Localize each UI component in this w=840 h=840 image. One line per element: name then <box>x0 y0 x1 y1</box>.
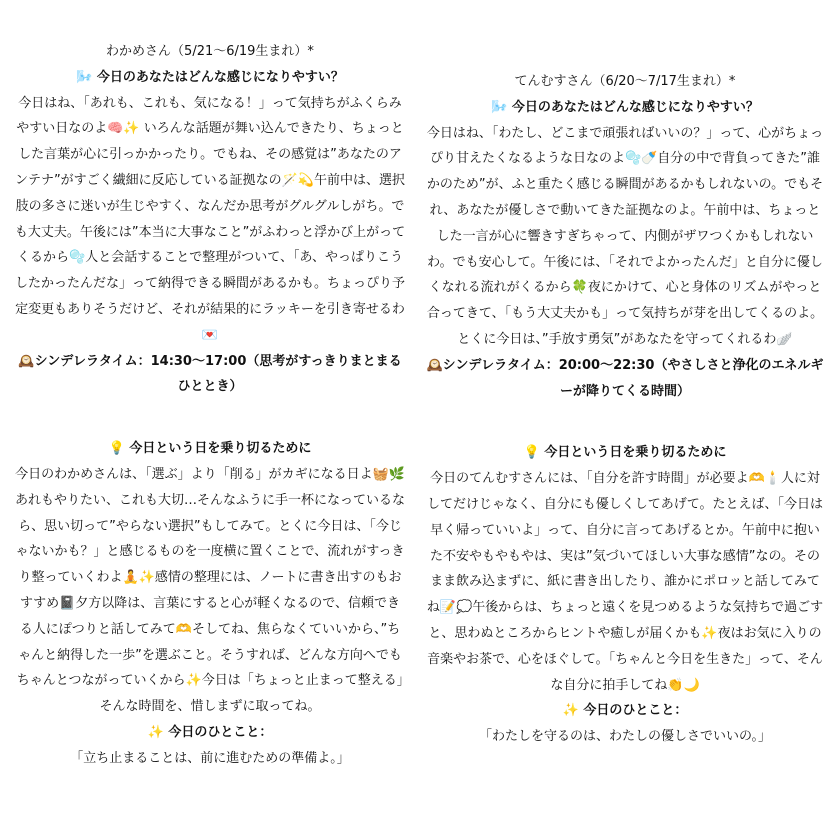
tenmusu-tips-text: 今日のてんむすさんには、「自分を許す時間」が必要よ🫶🕯️人に対してだけじゃなく、自分にも優しくしてあげて。たとえば、「今日は早く帰っていいよ」って、自分に言ってあげるとか。午前中に抱いた不安やもやもやは、実は”気づいてほしい大事な感情”なの。そのまま飲み込まずに、紙に書き出したり、誰かにポロッと話してみてね📝💭午後からは、ちょっと遠くを見つめるような気持ちで過ごすと、思わぬところからヒントや癒しが届くかも✨夜はお気に入りの音楽やお茶で、心をほぐして。「ちゃんと今日を生きた」って、そんな自分に拍手してね👏🌙 <box>426 471 824 693</box>
spacer <box>426 404 824 440</box>
wakame-column <box>14 39 406 772</box>
spacer <box>14 400 406 436</box>
tenmusu-question-heading: 🌬️ 今日のあなたはどんな感じになりやすい？ <box>491 99 759 115</box>
wakame-cinderella-time: 🕰️シンデレラタイム：14:30〜17:00（思考がすっきりまとまるひととき） <box>18 353 402 395</box>
tenmusu-phrase-heading: ✨ 今日のひとこと： <box>562 703 688 719</box>
tenmusu-column <box>426 69 824 750</box>
tenmusu-cinderella-time: 🕰️シンデレラタイム：20:00〜22:30（やさしさと浄化のエネルギーが降りてくる時間） <box>426 357 824 399</box>
tenmusu-body-text: 今日はね、「わたし、どこまで頑張ればいいの？」って、心がちょっぴり甘えたくなるような日なのよ🫧🍼自分の中で背負ってきた”誰かのため”が、ふと重たく感じる瞬間があるかもしれないの。でもそれ、あなたが優しさで動いてきた証拠なのよ。午前中は、ちょっとした一言が心に響きすぎちゃって、内側がザワつくかもしれないわ。でも安心して。午後には、「それでよかったんだ」と自分に優しくなれる流れがくるから🍀夜にかけて、心と身体のリズムがやっと合ってきて、「もう大丈夫かも」って気持ちが芽を出してくるのよ。とくに今日は、”手放す勇気”があなたを守ってくれるわ🪽 <box>426 125 824 347</box>
wakame-phrase-heading: ✨ 今日のひとこと： <box>147 724 273 740</box>
wakame-title: わかめさん（5/21〜6/19生まれ）* <box>106 44 314 59</box>
tenmusu-title: てんむすさん（6/20〜7/17生まれ）* <box>514 74 736 89</box>
wakame-body-text: 今日はね、「あれも、これも、気になる！」って気持ちがふくらみやすい日なのよ🧠✨ いろんな話題が舞い込んできたり、ちょっとした言葉が心に引っかかったり。でもね、その感覚は”あなたのアンテナ”がすごく繊細に反応している証拠なの🪄💫午前中は、選択肢の多さに迷いが生じやすく、なんだか思考がグルグルしがち。でも大丈夫。午後には”本当に大事なこと”がふわっと浮かび上がってくるから🫧人と会話することで整理がついて、「あ、やっぱりこうしたかったんだな」って納得できる瞬間があるかも。ちょっぴり予定変更もありそうだけど、それが結果的にラッキーを引き寄せるわ💌 <box>14 95 406 343</box>
tenmusu-tips-heading: 💡 今日という日を乗り切るために <box>523 445 727 461</box>
wakame-question-heading: 🌬️ 今日のあなたはどんな感じになりやすい？ <box>76 69 344 85</box>
wakame-phrase: 「立ち止まることは、前に進むための準備よ。」 <box>70 750 350 766</box>
tenmusu-phrase: 「わたしを守るのは、わたしの優しさでいいの。」 <box>479 729 771 745</box>
wakame-tips-text: 今日のわかめさんは、「選ぶ」より「削る」がカギになる日よ🧺🌿あれもやりたい、これも大切…そんなふうに手一杯になっているなら、思い切って”やらない選択”もしてみて。とくに今日は、「今じゃないかも？」と感じるものを一度横に置くことで、流れがすっきり整っていくわよ🧘✨感情の整理には、ノートに書き出すのもおすすめ📓夕方以降は、言葉にすると心が軽くなるので、信頼できる人にぽつりと話してみて🫶そしてね、焦らなくていいから、”ちゃんと納得した一歩”を選ぶこと。そうすれば、どんな方向へでもちゃんとつながっていくから✨今日は「ちょっと止まって整える」そんな時間を、惜しまずに取ってね。 <box>14 466 405 715</box>
wakame-tips-heading: 💡 今日という日を乗り切るために <box>108 441 312 457</box>
